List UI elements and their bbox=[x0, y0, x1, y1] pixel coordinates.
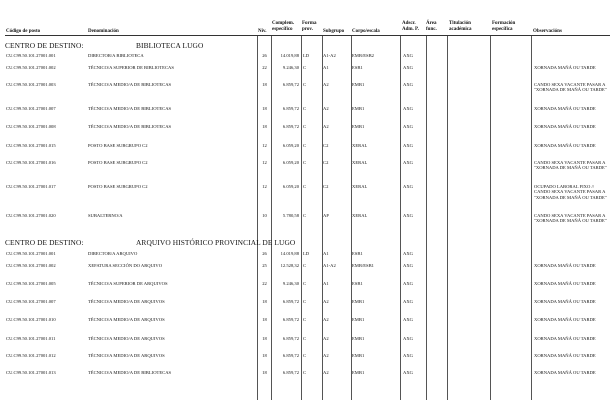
cell-forma: C bbox=[303, 143, 307, 148]
column-rule bbox=[400, 36, 401, 400]
cell-forma: C bbox=[303, 263, 307, 268]
cell-forma: C bbox=[303, 370, 307, 375]
cell-codigo: CU.C99.50.101.27001.015 bbox=[6, 143, 56, 148]
cell-sub: A1-A2 bbox=[323, 53, 336, 58]
cell-comp: 6.059,20 bbox=[282, 160, 299, 165]
cell-comp: 5.780,58 bbox=[282, 213, 299, 218]
cell-niv: 22 bbox=[262, 281, 267, 286]
cell-codigo: CU.C99.50.101.27001.008 bbox=[6, 124, 56, 129]
cell-codigo: CU.C99.50.101.27001.003 bbox=[6, 82, 56, 87]
cell-corpo: ESB1 bbox=[352, 281, 363, 286]
cell-den: DIRECTOR/A BIBLIOTECA bbox=[88, 53, 144, 58]
cell-den: TÉCNICO/A SUPERIOR DE BIBLIOTECAS bbox=[88, 65, 174, 70]
cell-corpo: XERAL bbox=[352, 213, 368, 218]
cell-codigo: CU.C99.50.101.27001.020 bbox=[6, 213, 56, 218]
section-name: ARQUIVO HISTÓRICO PROVINCIAL DE LUGO bbox=[136, 238, 296, 247]
cell-obs: XORNADA MAÑÁ OU TARDE bbox=[534, 336, 596, 341]
cell-den: POSTO BASE SUBGRUPO C2 bbox=[88, 160, 148, 165]
cell-obs: XORNADA MAÑÁ OU TARDE bbox=[534, 281, 596, 286]
cell-adscr: AXG bbox=[403, 370, 413, 375]
cell-corpo: EMB1 bbox=[352, 106, 365, 111]
cell-obs: XORNADA MAÑÁ OU TARDE bbox=[534, 143, 596, 148]
cell-niv: 12 bbox=[262, 160, 267, 165]
cell-forma: C bbox=[303, 336, 307, 341]
cell-codigo: CU.C99.50.101.27001.016 bbox=[6, 160, 56, 165]
section-label: CENTRO DE DESTINO: bbox=[5, 41, 84, 50]
cell-obs: XORNADA MAÑÁ OU TARDE bbox=[534, 65, 596, 70]
cell-forma: C bbox=[303, 106, 307, 111]
cell-comp: 12.528,32 bbox=[280, 263, 299, 268]
cell-corpo: EMB/ESB2 bbox=[352, 53, 374, 58]
header-formacion: Formación específica bbox=[492, 21, 516, 32]
cell-comp: 6.859,72 bbox=[282, 353, 299, 358]
cell-corpo: EMB1 bbox=[352, 353, 365, 358]
cell-comp: 9.246,30 bbox=[282, 281, 299, 286]
cell-codigo: CU.C99.50.101.27001.001 bbox=[6, 251, 56, 256]
cell-sub: C2 bbox=[323, 143, 329, 148]
cell-obs: XORNADA MAÑÁ OU TARDE bbox=[534, 263, 596, 268]
cell-sub: A2 bbox=[323, 106, 329, 111]
cell-adscr: AXG bbox=[403, 336, 413, 341]
cell-sub: C2 bbox=[323, 184, 329, 189]
cell-niv: 18 bbox=[262, 82, 267, 87]
cell-niv: 18 bbox=[262, 124, 267, 129]
cell-forma: C bbox=[303, 184, 307, 189]
cell-codigo: CU.C99.50.101.27001.007 bbox=[6, 299, 56, 304]
cell-forma: C bbox=[303, 82, 307, 87]
cell-adscr: AXG bbox=[403, 299, 413, 304]
section-title bbox=[5, 238, 295, 247]
cell-obs: OCUPADO LABORAL FIXO // CANDO SEXA VACANTE PASAR A "XORNADA DE MAÑÁ OU TARDE" bbox=[534, 184, 607, 200]
cell-forma: LD bbox=[303, 251, 310, 256]
header-titulacion: Titulación académica bbox=[449, 21, 472, 32]
cell-adscr: AXG bbox=[403, 53, 413, 58]
cell-niv: 18 bbox=[262, 106, 267, 111]
header-codigo: Código de posto bbox=[6, 29, 41, 34]
header-subgrupo: Subgrupo bbox=[323, 29, 345, 34]
header-adscr: Adscr. Adm. P. bbox=[402, 21, 419, 32]
cell-sub: A2 bbox=[323, 124, 329, 129]
cell-corpo: EMB1 bbox=[352, 124, 365, 129]
cell-codigo: CU.C99.50.101.27001.002 bbox=[6, 65, 56, 70]
cell-codigo: CU.C99.50.101.27001.011 bbox=[6, 336, 56, 341]
cell-sub: A2 bbox=[323, 317, 329, 322]
cell-obs: XORNADA MAÑÁ OU TARDE bbox=[534, 370, 596, 375]
cell-comp: 6.859,72 bbox=[282, 106, 299, 111]
cell-comp: 6.859,72 bbox=[282, 317, 299, 322]
cell-adscr: AXG bbox=[403, 353, 413, 358]
cell-den: DIRECTOR/A ARQUIVO bbox=[88, 251, 138, 256]
cell-corpo: XERAL bbox=[352, 143, 368, 148]
cell-corpo: EMB1 bbox=[352, 370, 365, 375]
cell-forma: C bbox=[303, 281, 307, 286]
cell-forma: LD bbox=[303, 53, 310, 58]
cell-corpo: ESB1 bbox=[352, 65, 363, 70]
cell-obs: CANDO SEXA VACANTE PASAR A "XORNADA DE MAÑÁ OU TARDE" bbox=[534, 82, 607, 93]
cell-niv: 18 bbox=[262, 370, 267, 375]
cell-den: TÉCNICO/A MEDIO/A DE ARQUIVOS bbox=[88, 353, 165, 358]
cell-den: TÉCNICO/A MEDIO/A DE BIBLIOTECAS bbox=[88, 124, 172, 129]
cell-obs: XORNADA MAÑÁ OU TARDE bbox=[534, 317, 596, 322]
cell-comp: 6.059,20 bbox=[282, 143, 299, 148]
cell-adscr: AXG bbox=[403, 82, 413, 87]
header-divider bbox=[5, 35, 610, 36]
cell-sub: A1-A2 bbox=[323, 263, 336, 268]
cell-obs: CANDO SEXA VACANTE PASAR A "XORNADA DE MAÑÁ OU TARDE" bbox=[534, 213, 607, 224]
cell-comp: 9.246,30 bbox=[282, 65, 299, 70]
header-complemento: Complem. específico bbox=[272, 21, 295, 32]
cell-corpo: EMB1 bbox=[352, 336, 365, 341]
cell-forma: C bbox=[303, 353, 307, 358]
cell-corpo: EMB1 bbox=[352, 82, 365, 87]
column-rule bbox=[301, 36, 302, 400]
cell-forma: C bbox=[303, 317, 307, 322]
cell-den: TÉCNICO/A MEDIO/A DE ARQUIVOS bbox=[88, 317, 165, 322]
cell-sub: C2 bbox=[323, 160, 329, 165]
cell-codigo: CU.C99.50.101.27001.007 bbox=[6, 106, 56, 111]
cell-forma: C bbox=[303, 124, 307, 129]
cell-den: SUBALTERNO/A bbox=[88, 213, 123, 218]
column-rule bbox=[447, 36, 448, 400]
cell-niv: 26 bbox=[262, 53, 267, 58]
cell-sub: A1 bbox=[323, 281, 329, 286]
header-observacions: Observacións bbox=[533, 29, 562, 34]
cell-niv: 18 bbox=[262, 317, 267, 322]
section-title bbox=[5, 41, 203, 50]
column-rule bbox=[257, 36, 258, 400]
cell-den: TÉCNICO/A MEDIO/A DE BIBLIOTECAS bbox=[88, 82, 172, 87]
cell-codigo: CU.C99.50.101.27001.002 bbox=[6, 263, 56, 268]
header-nivel: Nív. bbox=[258, 29, 267, 34]
cell-codigo: CU.C99.50.101.27001.017 bbox=[6, 184, 56, 189]
cell-den: TÉCNICO/A SUPERIOR DE ARQUIVOS bbox=[88, 281, 168, 286]
cell-forma: C bbox=[303, 160, 307, 165]
column-rule bbox=[490, 36, 491, 400]
cell-adscr: AXG bbox=[403, 106, 413, 111]
cell-comp: 14.019,88 bbox=[280, 53, 299, 58]
cell-comp: 6.059,20 bbox=[282, 184, 299, 189]
cell-obs: XORNADA MAÑÁ OU TARDE bbox=[534, 106, 596, 111]
cell-niv: 18 bbox=[262, 336, 267, 341]
cell-corpo: XERAL bbox=[352, 160, 368, 165]
cell-obs: XORNADA MAÑÁ OU TARDE bbox=[534, 353, 596, 358]
cell-niv: 10 bbox=[262, 213, 267, 218]
cell-comp: 14.019,88 bbox=[280, 251, 299, 256]
cell-adscr: AXG bbox=[403, 160, 413, 165]
cell-obs: XORNADA MAÑÁ OU TARDE bbox=[534, 299, 596, 304]
cell-codigo: CU.C99.50.101.27001.013 bbox=[6, 370, 56, 375]
cell-adscr: AXG bbox=[403, 124, 413, 129]
header-area: Área func. bbox=[426, 21, 437, 32]
cell-forma: C bbox=[303, 213, 307, 218]
cell-niv: 25 bbox=[262, 263, 267, 268]
cell-sub: A2 bbox=[323, 82, 329, 87]
cell-sub: A2 bbox=[323, 370, 329, 375]
cell-codigo: CU.C99.50.101.27001.001 bbox=[6, 53, 56, 58]
cell-niv: 12 bbox=[262, 143, 267, 148]
cell-den: POSTO BASE SUBGRUPO C2 bbox=[88, 184, 148, 189]
cell-comp: 6.859,72 bbox=[282, 82, 299, 87]
cell-niv: 12 bbox=[262, 184, 267, 189]
cell-codigo: CU.C99.50.101.27001.012 bbox=[6, 353, 56, 358]
cell-obs: XORNADA MAÑÁ OU TARDE bbox=[534, 124, 596, 129]
cell-den: POSTO BASE SUBGRUPO C2 bbox=[88, 143, 148, 148]
column-rule bbox=[531, 36, 532, 400]
cell-adscr: AXG bbox=[403, 184, 413, 189]
cell-corpo: EMB1 bbox=[352, 317, 365, 322]
cell-den: TÉCNICO/A MEDIO/A DE ARQUIVOS bbox=[88, 299, 165, 304]
cell-sub: A1 bbox=[323, 65, 329, 70]
cell-forma: C bbox=[303, 65, 307, 70]
header-denominacion: Denominación bbox=[88, 29, 119, 34]
cell-comp: 6.859,72 bbox=[282, 124, 299, 129]
cell-adscr: AXG bbox=[403, 317, 413, 322]
cell-sub: A2 bbox=[323, 353, 329, 358]
header-forma: Forma prov. bbox=[302, 21, 317, 32]
cell-den: TÉCNICO/A MEDIO/A DE BIBLIOTECAS bbox=[88, 370, 172, 375]
cell-niv: 22 bbox=[262, 65, 267, 70]
cell-corpo: EMB1 bbox=[352, 299, 365, 304]
cell-den: TÉCNICO/A MEDIO/A DE ARQUIVOS bbox=[88, 336, 165, 341]
cell-comp: 6.859,72 bbox=[282, 336, 299, 341]
cell-adscr: AXG bbox=[403, 263, 413, 268]
cell-comp: 6.859,72 bbox=[282, 299, 299, 304]
cell-comp: 6.859,72 bbox=[282, 370, 299, 375]
cell-adscr: AXG bbox=[403, 251, 413, 256]
cell-adscr: AXG bbox=[403, 143, 413, 148]
cell-den: XEFATURA SECCIÓN DO ARQUIVO bbox=[88, 263, 163, 268]
cell-corpo: XERAL bbox=[352, 184, 368, 189]
cell-adscr: AXG bbox=[403, 213, 413, 218]
cell-adscr: AXG bbox=[403, 281, 413, 286]
cell-sub: AP bbox=[323, 213, 329, 218]
cell-codigo: CU.C99.50.101.27001.005 bbox=[6, 281, 56, 286]
section-label: CENTRO DE DESTINO: bbox=[5, 238, 84, 247]
cell-sub: A1 bbox=[323, 251, 329, 256]
cell-codigo: CU.C99.50.101.27001.010 bbox=[6, 317, 56, 322]
cell-adscr: AXG bbox=[403, 65, 413, 70]
cell-corpo: EMB/ESB1 bbox=[352, 263, 374, 268]
cell-corpo: ESB1 bbox=[352, 251, 363, 256]
cell-obs: CANDO SEXA VACANTE PASAR A "XORNADA DE MAÑÁ OU TARDE" bbox=[534, 160, 607, 171]
cell-niv: 26 bbox=[262, 251, 267, 256]
column-rule bbox=[426, 36, 427, 400]
cell-forma: C bbox=[303, 299, 307, 304]
cell-niv: 18 bbox=[262, 299, 267, 304]
cell-den: TÉCNICO/A MEDIO/A DE BIBLIOTECAS bbox=[88, 106, 172, 111]
cell-sub: A2 bbox=[323, 299, 329, 304]
section-name: BIBLIOTECA LUGO bbox=[136, 41, 204, 50]
cell-niv: 18 bbox=[262, 353, 267, 358]
header-corpo: Corpo/escala bbox=[352, 29, 380, 34]
cell-sub: A2 bbox=[323, 336, 329, 341]
